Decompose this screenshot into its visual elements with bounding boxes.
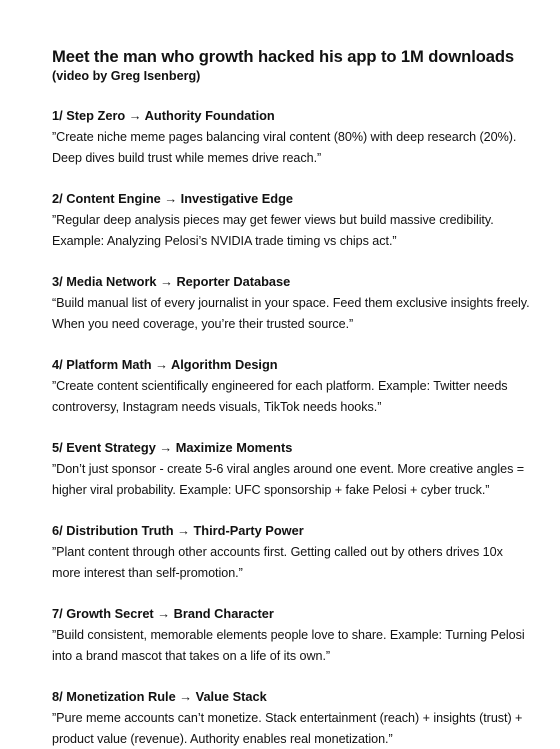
section-1 (52, 106, 530, 168)
section-3 (52, 272, 530, 334)
section-body: ”Regular deep analysis pieces may get fewer views but build massive credibility. Example: Analyzing Pelosi’s NVIDIA trade timing vs chips act.” (52, 213, 494, 248)
section-6 (52, 521, 530, 583)
section-heading: 3/ Media Network → Reporter Database (52, 274, 291, 289)
page-title: Meet the man who growth hacked his app to 1M downloads (52, 47, 515, 66)
section-body: ”Plant content through other accounts first. Getting called out by others drives 10x more interest than self-promotion.” (52, 545, 503, 580)
section-heading: 7/ Growth Secret → Brand Character (52, 606, 274, 621)
section-heading: 5/ Event Strategy → Maximize Moments (52, 440, 293, 455)
section-heading: 6/ Distribution Truth → Third-Party Power (52, 523, 304, 538)
section-8 (52, 687, 530, 749)
section-body: ”Build consistent, memorable elements people love to share. Example: Turning Pelosi into a brand mascot that takes on a life of its own.” (52, 628, 525, 663)
section-body: ”Create content scientifically engineered for each platform. Example: Twitter needs controversy, Instagram needs visuals, TikTok needs hooks.” (52, 379, 508, 414)
page-subtitle: (video by Greg Isenberg) (52, 69, 201, 83)
section-body: ”Create niche meme pages balancing viral content (80%) with deep research (20%). Deep dives build trust while memes drive reach.” (52, 130, 517, 165)
section-body: ”Don’t just sponsor - create 5-6 viral angles around one event. More creative angles = higher viral probability. Example: UFC sponsorship + fake Pelosi + cyber truck.” (52, 462, 525, 497)
section-heading: 2/ Content Engine → Investigative Edge (52, 191, 294, 206)
section-2 (52, 189, 530, 251)
section-5 (52, 438, 530, 500)
section-body: “Build manual list of every journalist in your space. Feed them exclusive insights freely. When you need coverage, you’re their trusted source.” (52, 296, 530, 331)
section-4 (52, 355, 530, 417)
section-body: ”Pure meme accounts can’t monetize. Stack entertainment (reach) + insights (trust) + product value (revenue). Authority enables real monetization.” (52, 711, 523, 746)
section-7 (52, 604, 530, 666)
section-heading: 8/ Monetization Rule → Value Stack (52, 689, 267, 704)
section-heading: 4/ Platform Math → Algorithm Design (52, 357, 278, 372)
section-heading: 1/ Step Zero → Authority Foundation (52, 108, 275, 123)
